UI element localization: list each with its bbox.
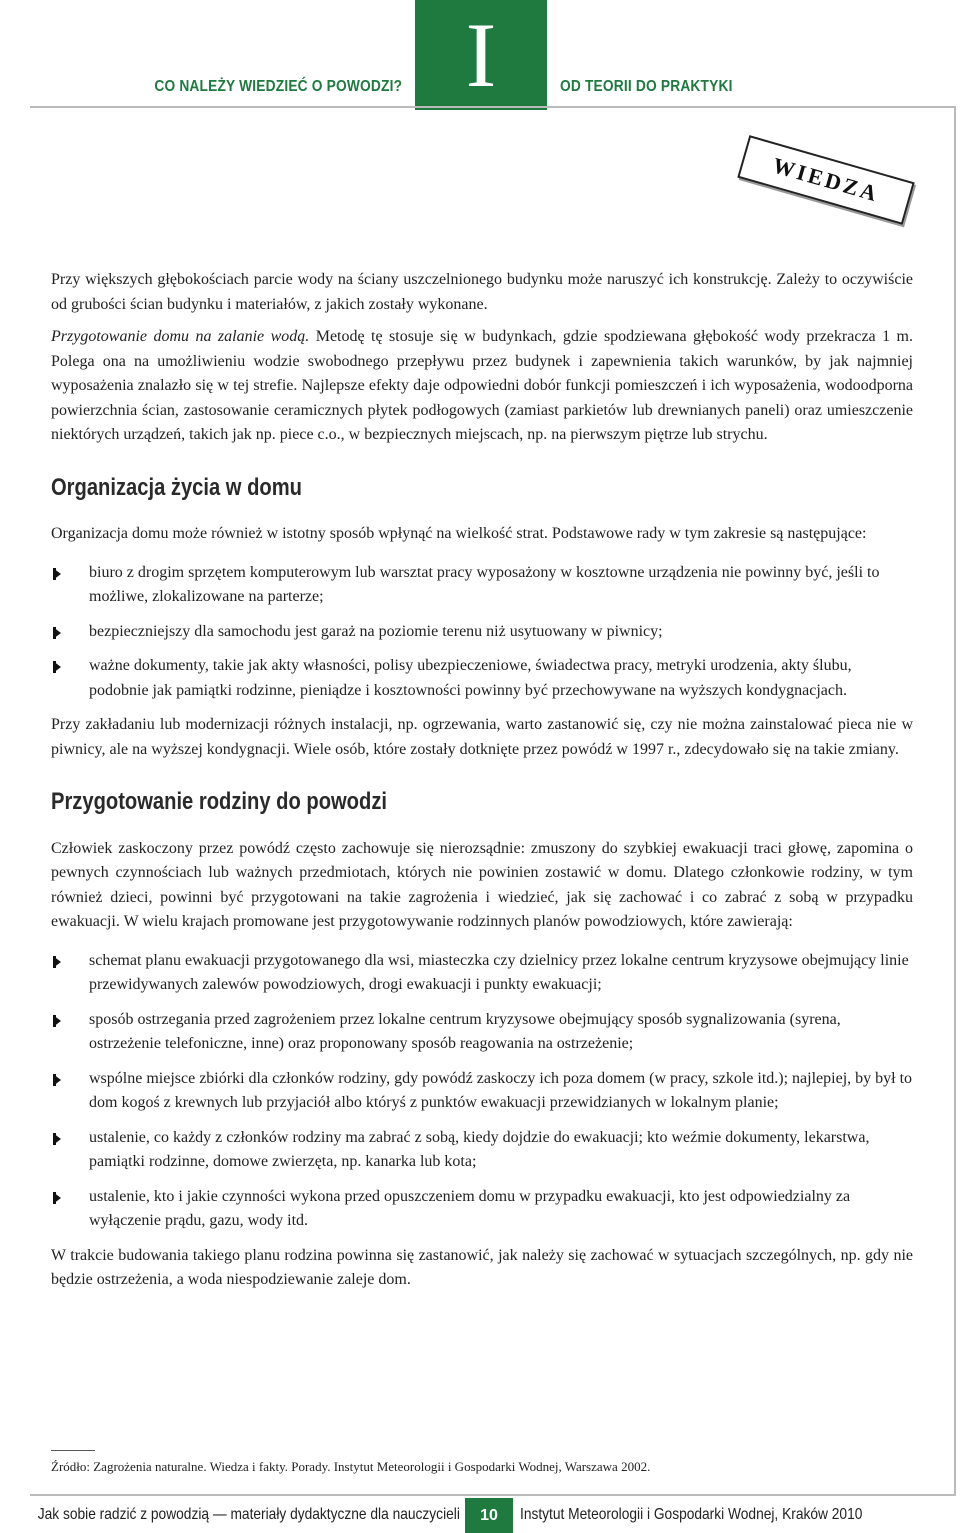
bullet-icon [53, 1074, 61, 1086]
list-item-text: sposób ostrzegania przed zagrożeniem przez lokalne centrum kryzysowe obejmujący sposób sygnalizowania (syrena, ostrzeżenie telefoniczne, inne) oraz proponowany sposób reagowania na ostrzeżenie; [89, 1010, 841, 1052]
section-title-home: Organizacja życia w domu [51, 473, 302, 501]
list-item-text: ważne dokumenty, takie jak akty własności, polisy ubezpieczeniowe, świadectwa pracy, metryki urodzenia, akty ślubu, podobnie jak pamiątki rodzinne, pieniądze i kosztowności powinny być przechowywane na wyższych kondygnacjach. [89, 657, 852, 699]
section-family-list [51, 949, 913, 1234]
footnote-source: Źródło: Zagrożenia naturalne. Wiedza i fakty. Porady. Instytut Meteorologii i Gospodarki Wodnej, Warszawa 2002. [51, 1459, 651, 1474]
list-item [51, 1067, 913, 1116]
footnote-divider [51, 1450, 95, 1451]
list-item [51, 1185, 913, 1234]
page-number: 10 [465, 1498, 513, 1533]
bullet-icon [53, 1192, 61, 1204]
intro-paragraph-2-lead: Przygotowanie domu na zalanie wodą. [51, 328, 310, 345]
main-content [51, 268, 913, 1293]
bullet-icon [53, 627, 61, 639]
list-item-text: ustalenie, kto i jakie czynności wykona przed opuszczeniem domu w przypadku ewakuacji, kto jest odpowiedzialny za wyłączenie prądu, gazu, wody itd. [89, 1187, 851, 1229]
intro-paragraph-2 [51, 325, 913, 448]
footer-publication-title: Jak sobie radzić z powodzią — materiały dydaktyczne dla nauczycieli [37, 1506, 460, 1523]
list-item [51, 620, 913, 645]
bullet-icon [53, 1133, 61, 1145]
list-item-text: wspólne miejsce zbiórki dla członków rodziny, gdy powódź zaskoczy ich poza domem (w pracy, szkole itd.); najlepiej, by był to dom kogoś z krewnych lub przyjaciół albo któryś z punktów ewakuacji przewidzianych w lokalnym planie; [89, 1069, 913, 1111]
chapter-marker: I [415, 0, 547, 110]
footer-publisher: Instytut Meteorologii i Gospodarki Wodnej, Kraków 2010 [520, 1506, 863, 1523]
section-home-outro: Przy zakładaniu lub modernizacji różnych instalacji, np. ogrzewania, warto zastanowić się, czy nie można zainstalować pieca nie w piwnicy, ale na wyższej kondygnacji. Wiele osób, które zostały dotknięte przez powódź w 1997 r., zdecydowało się na takie zmiany. [51, 716, 913, 758]
intro-paragraph-2-body: Metodę tę stosuje się w budynkach, gdzie spodziewana głębokość wody przekracza 1 m. Polega ona na umożliwieniu wodzie swobodnego przepływu przez budynek i zapewnienia takich warunków, by jak najmniej wyposażenia znalazło się w tej strefie. Najlepsze efekty daje odpowiedni dobór funkcji pomieszczeń i ich wyposażenia, wodoodporna powierzchnia ścian, zastosowanie ceramicznych płytek podłogowych (zamiast parkietów lub drewnianych paneli) oraz umieszczenie niektórych urządzeń, takich jak np. piece c.o., w bezpiecznych miejscach, np. na pierwszym piętrze lub strychu. [51, 328, 914, 443]
list-item-text: ustalenie, co każdy z członków rodziny ma zabrać z sobą, kiedy dojdzie do ewakuacji; kto weźmie dokumenty, lekarstwa, pamiątki rodzinne, domowe zwierzęta, np. kanarka lub kota; [89, 1128, 870, 1170]
bullet-icon [53, 661, 61, 673]
section-home-list [51, 561, 913, 704]
list-item [51, 949, 913, 998]
list-item [51, 1126, 913, 1175]
list-item-text: bezpieczniejszy dla samochodu jest garaż na poziomie terenu niż usytuowany w piwnicy; [89, 622, 663, 640]
list-item-text: schemat planu ewakuacji przygotowanego dla wsi, miasteczka czy dzielnicy przez lokalne centrum kryzysowe obejmujący linie przewidywanych zalewów powodziowych, drogi ewakuacji i punkty ewakuacji; [89, 951, 909, 993]
section-family-intro: Człowiek zaskoczony przez powódź często zachowuje się nierozsądnie: zmuszony do szybkiej ewakuacji traci głowę, zapomina o pewnych czynnościach lub ważnych przedmiotach, których nie powinien zostawić w domu. Dlatego członkowie rodziny, w tym również dzieci, powinni być przygotowani na takie zagrożenia i wiedzieć, jak się zachować i co zabrać z sobą w przypadku ewakuacji. W wielu krajach promowane jest przygotowywanie rodzinnych planów powodziowych, które zawierają: [51, 839, 913, 930]
section-family-outro: W trakcie budowania takiego planu rodzina powinna się zastanowić, jak należy się zachować w sytuacjach szczególnych, np. gdy nie będzie ostrzeżenia, a woda niespodziewanie zaleje dom. [51, 1246, 913, 1288]
header-right-title: OD TEORII DO PRAKTYKI [560, 78, 733, 95]
header-left-title: CO NALEŻY WIEDZIEĆ O POWODZI? [154, 78, 402, 95]
bullet-icon [53, 1015, 61, 1027]
bullet-icon [53, 568, 61, 580]
list-item [51, 1008, 913, 1057]
list-item-text: biuro z drogim sprzętem komputerowym lub warsztat pracy wyposażony w kosztowne urządzenia nie powinny być, jeśli to możliwe, zlokalizowane na parterze; [89, 563, 880, 605]
list-item [51, 561, 913, 610]
section-title-family: Przygotowanie rodziny do powodzi [51, 788, 387, 815]
section-home-intro: Organizacja domu może również w istotny sposób wpłynąć na wielkość strat. Podstawowe rady w tym zakresie są następujące: [51, 525, 867, 542]
list-item [51, 654, 913, 703]
wiedza-stamp: WIEDZA [737, 135, 914, 225]
intro-paragraph-1: Przy większych głębokościach parcie wody na ściany uszczelnionego budynku może naruszyć ich konstrukcję. Zależy to oczywiście od grubości ścian budynku i materiałów, z jakich zostały wykonane. [51, 271, 913, 313]
bullet-icon [53, 956, 61, 968]
